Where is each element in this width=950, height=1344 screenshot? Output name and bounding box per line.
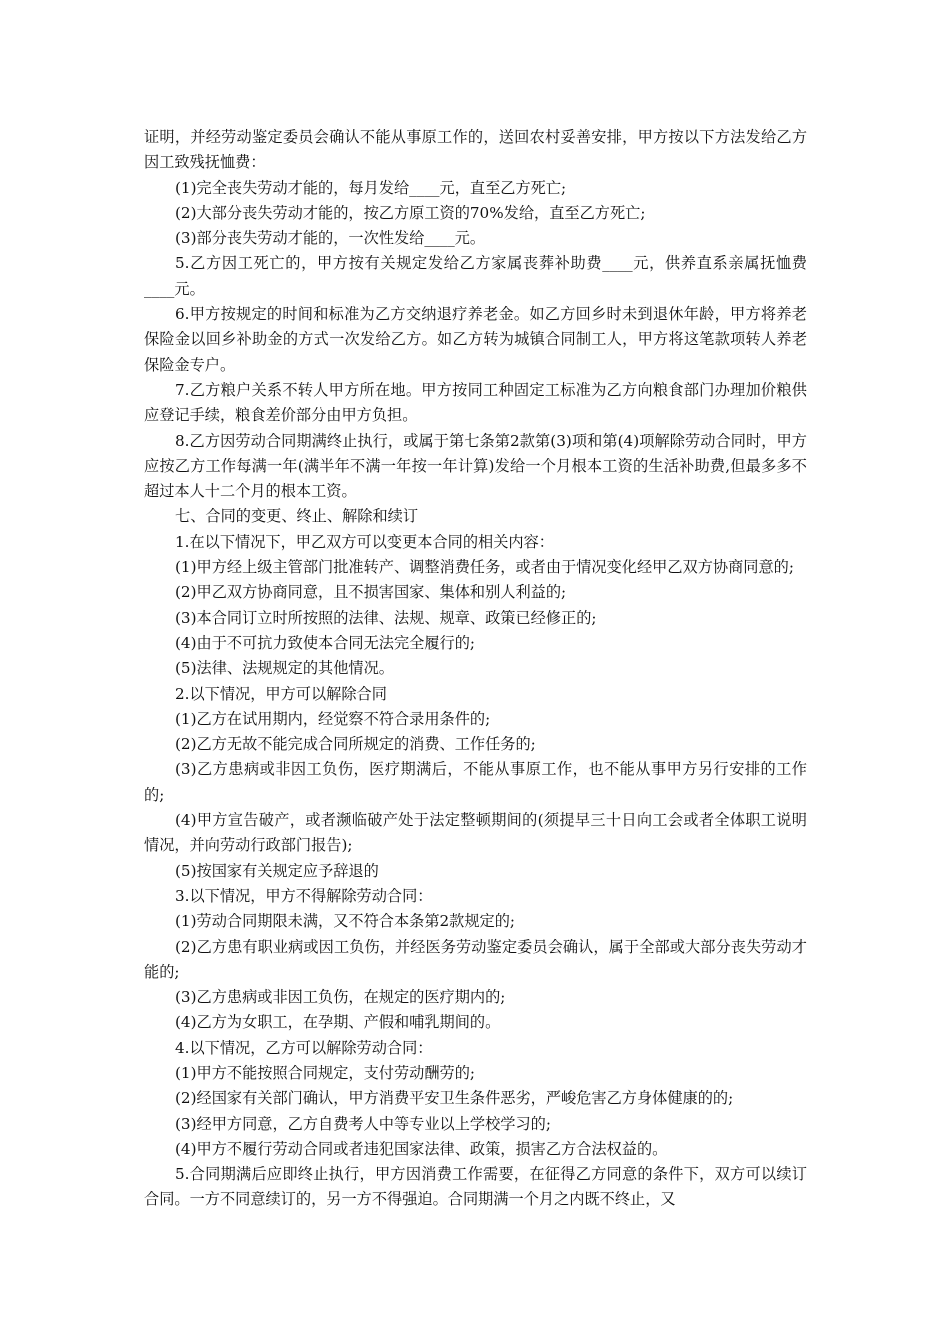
paragraph: (1)劳动合同期限未满，又不符合本条第2款规定的;: [175, 912, 516, 931]
paragraph: (1)甲方不能按照合同规定，支付劳动酬劳的;: [175, 1063, 476, 1082]
paragraph: (3)部分丧失劳动才能的，一次性发给____元。: [175, 229, 486, 248]
paragraph: (3)乙方患病或非因工负伤，在规定的医疗期内的;: [175, 988, 506, 1007]
paragraph: (2)乙方患有职业病或因工负伤，并经医务劳动鉴定委员会确认，属于全部或大部分丧失劳动才能的;: [144, 937, 807, 981]
paragraph: 2.以下情况，甲方可以解除合同: [175, 684, 387, 703]
paragraph: (3)经甲方同意，乙方自费考人中等专业以上学校学习的;: [175, 1114, 551, 1133]
paragraph: (3)乙方患病或非因工负伤，医疗期满后，不能从事原工作，也不能从事甲方另行安排的工作的;: [144, 760, 807, 804]
paragraph: (1)完全丧失劳动才能的，每月发给____元，直至乙方死亡;: [175, 178, 567, 197]
paragraph: 7.乙方粮户关系不转人甲方所在地。甲方按同工种固定工标准为乙方向粮食部门办理加价粮供应登记手续，粮食差价部分由甲方负担。: [144, 380, 807, 425]
paragraph: 6.甲方按规定的时间和标准为乙方交纳退疗养老金。如乙方回乡时未到退休年龄，甲方将养老保险金以回乡补助金的方式一次发给乙方。如乙方转为城镇合同制工人，甲方将这笔款项转人养老保险金专户。: [144, 305, 807, 374]
paragraph: (4)甲方不履行劳动合同或者违犯国家法律、政策，损害乙方合法权益的。: [175, 1139, 668, 1158]
paragraph: 1.在以下情况下，甲乙双方可以变更本合同的相关内容：: [175, 532, 554, 551]
paragraph: 8.乙方因劳动合同期满终止执行，或属于第七条第2款第(3)项和第(4)项解除劳动合同时，甲方应按乙方工作每满一年(满半年不满一年按一年计算)发给一个月根本工资的生活补助费,但最多多不超过本人十二个月的根本工资。: [144, 431, 807, 501]
paragraph: (4)乙方为女职工，在孕期、产假和哺乳期间的。: [175, 1013, 501, 1032]
document-body: [144, 125, 807, 1213]
paragraph: (4)由于不可抗力致使本合同无法完全履行的;: [175, 633, 476, 652]
paragraph: 证明，并经劳动鉴定委员会确认不能从事原工作的，送回农村妥善安排，甲方按以下方法发给乙方因工致残抚恤费：: [144, 128, 807, 172]
paragraph: (3)本合同订立时所按照的法律、法规、规章、政策已经修正的;: [175, 608, 597, 627]
paragraph: (5)按国家有关规定应予辞退的: [175, 861, 379, 880]
paragraph: 5.乙方因工死亡的，甲方按有关规定发给乙方家属丧葬补助费____元，供养直系亲属抚恤费____元。: [144, 254, 807, 298]
paragraph: 4.以下情况，乙方可以解除劳动合同：: [175, 1038, 433, 1057]
paragraph: (1)乙方在试用期内，经觉察不符合录用条件的;: [175, 709, 491, 728]
paragraph: 5.合同期满后应即终止执行，甲方因消费工作需要，在征得乙方同意的条件下，双方可以续订合同。一方不同意续订的，另一方不得强迫。合同期满一个月之内既不终止，又: [144, 1165, 807, 1209]
paragraph: 3.以下情况，甲方不得解除劳动合同：: [175, 886, 433, 905]
paragraph: (2)经国家有关部门确认，甲方消费平安卫生条件恶劣，严峻危害乙方身体健康的的;: [175, 1089, 734, 1108]
paragraph: (5)法律、法规规定的其他情况。: [175, 659, 394, 678]
paragraph: (2)甲乙双方协商同意，且不损害国家、集体和别人利益的;: [175, 583, 567, 602]
section-heading: 七、合同的变更、终止、解除和续订: [175, 507, 418, 526]
paragraph: (4)甲方宣告破产，或者濒临破产处于法定整顿期间的(须提早三十日向工会或者全体职工说明情况，并向劳动行政部门报告);: [144, 811, 807, 855]
paragraph: (1)甲方经上级主管部门批准转产、调整消费任务，或者由于情况变化经甲乙双方协商同意的;: [175, 558, 794, 577]
paragraph: (2)乙方无故不能完成合同所规定的消费、工作任务的;: [175, 735, 536, 754]
paragraph: (2)大部分丧失劳动才能的，按乙方原工资的70%发给，直至乙方死亡;: [175, 203, 646, 222]
